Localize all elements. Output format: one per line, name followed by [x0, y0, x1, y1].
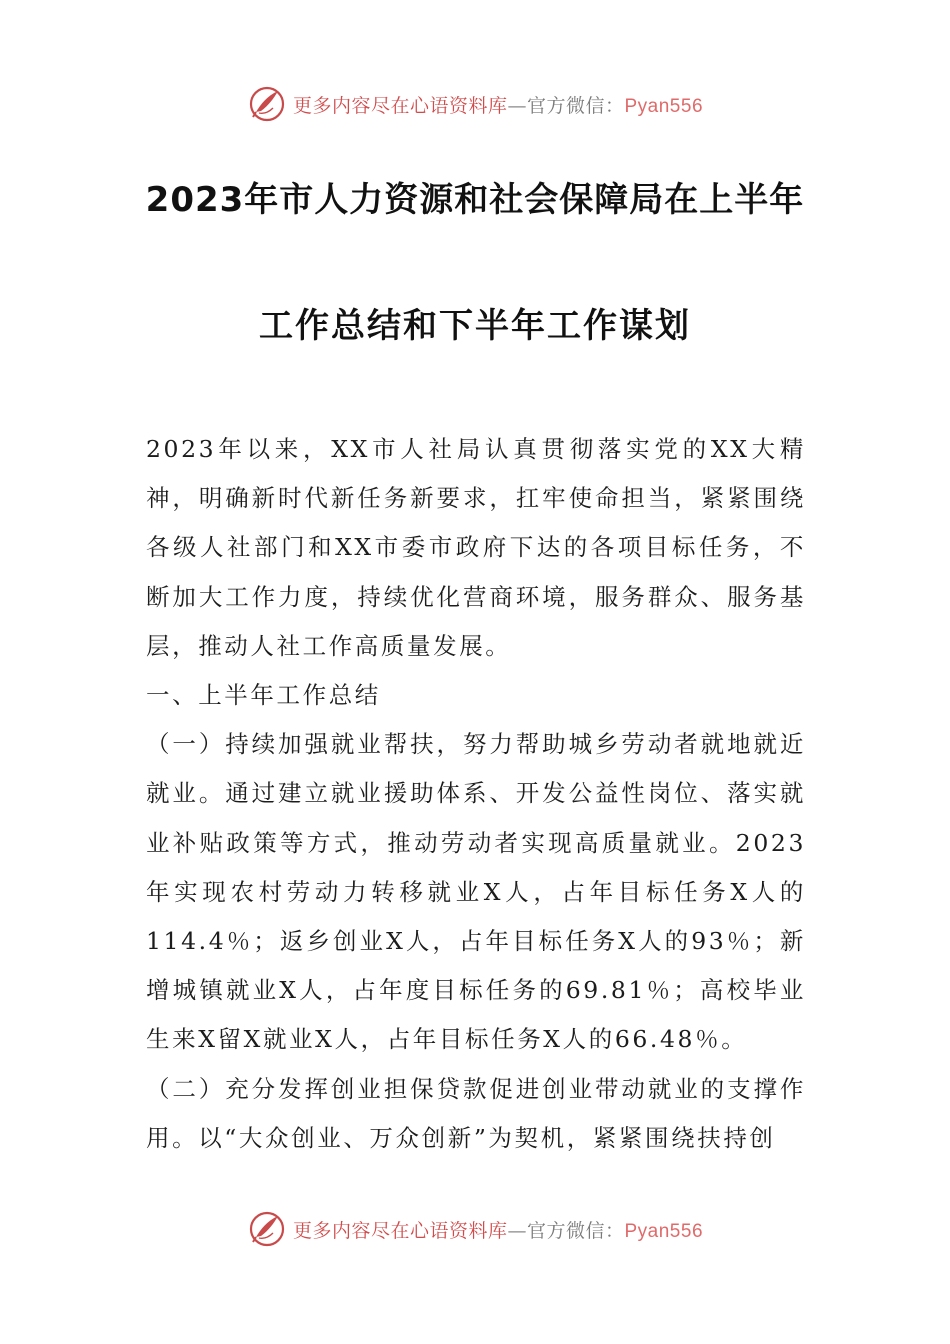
page-title-line-1: 2023年市人力资源和社会保障局在上半年: [145, 180, 805, 220]
paragraph-entrepreneurship: （二）充分发挥创业担保贷款促进创业带动就业的支撑作用。以“大众创业、万众创新”为契机，紧紧围绕扶持创: [146, 1074, 806, 1152]
document-body: [146, 425, 806, 1163]
paragraph-intro: 2023年以来，XX市人社局认真贯彻落实党的XX大精神，明确新时代新任务新要求，扛牢使命担当，紧紧围绕各级人社部门和XX市委市政府下达的各项目标任务，不断加大工作力度，持续优化营商环境，服务群众、服务基层，推动人社工作高质量发展。: [146, 435, 806, 660]
watermark-text: [293, 1216, 703, 1243]
watermark-wechat-id: Pyan556: [624, 95, 704, 117]
quill-logo-icon: [247, 84, 287, 124]
watermark-main: 更多内容尽在心语资料库: [292, 94, 508, 117]
quill-logo-icon: [247, 1209, 287, 1249]
header-watermark: [0, 80, 950, 128]
paragraph-employment: （一）持续加强就业帮扶，努力帮助城乡劳动者就地就近就业。通过建立就业援助体系、开发公益性岗位、落实就业补贴政策等方式，推动劳动者实现高质量就业。2023年实现农村劳动力转移就业X人，占年目标任务X人的114.4％；返乡创业X人，占年目标任务X人的93％；新增城镇就业X人，占年度目标任务的69.81％；高校毕业生来X留X就业X人，占年目标任务X人的66.48％。: [146, 730, 806, 1054]
footer-watermark: [0, 1205, 950, 1253]
page-title-line-2: 工作总结和下半年工作谋划: [259, 306, 691, 346]
watermark-wechat-label: 官方微信：: [526, 94, 625, 117]
watermark-wechat-label: 官方微信：: [526, 1219, 625, 1242]
watermark-separator: —: [507, 1219, 527, 1242]
watermark-main: 更多内容尽在心语资料库: [292, 1219, 508, 1242]
watermark-separator: —: [507, 94, 527, 117]
watermark-wechat-id: Pyan556: [624, 1220, 704, 1242]
section-heading: 一、上半年工作总结: [146, 681, 381, 710]
watermark-text: [293, 91, 703, 118]
